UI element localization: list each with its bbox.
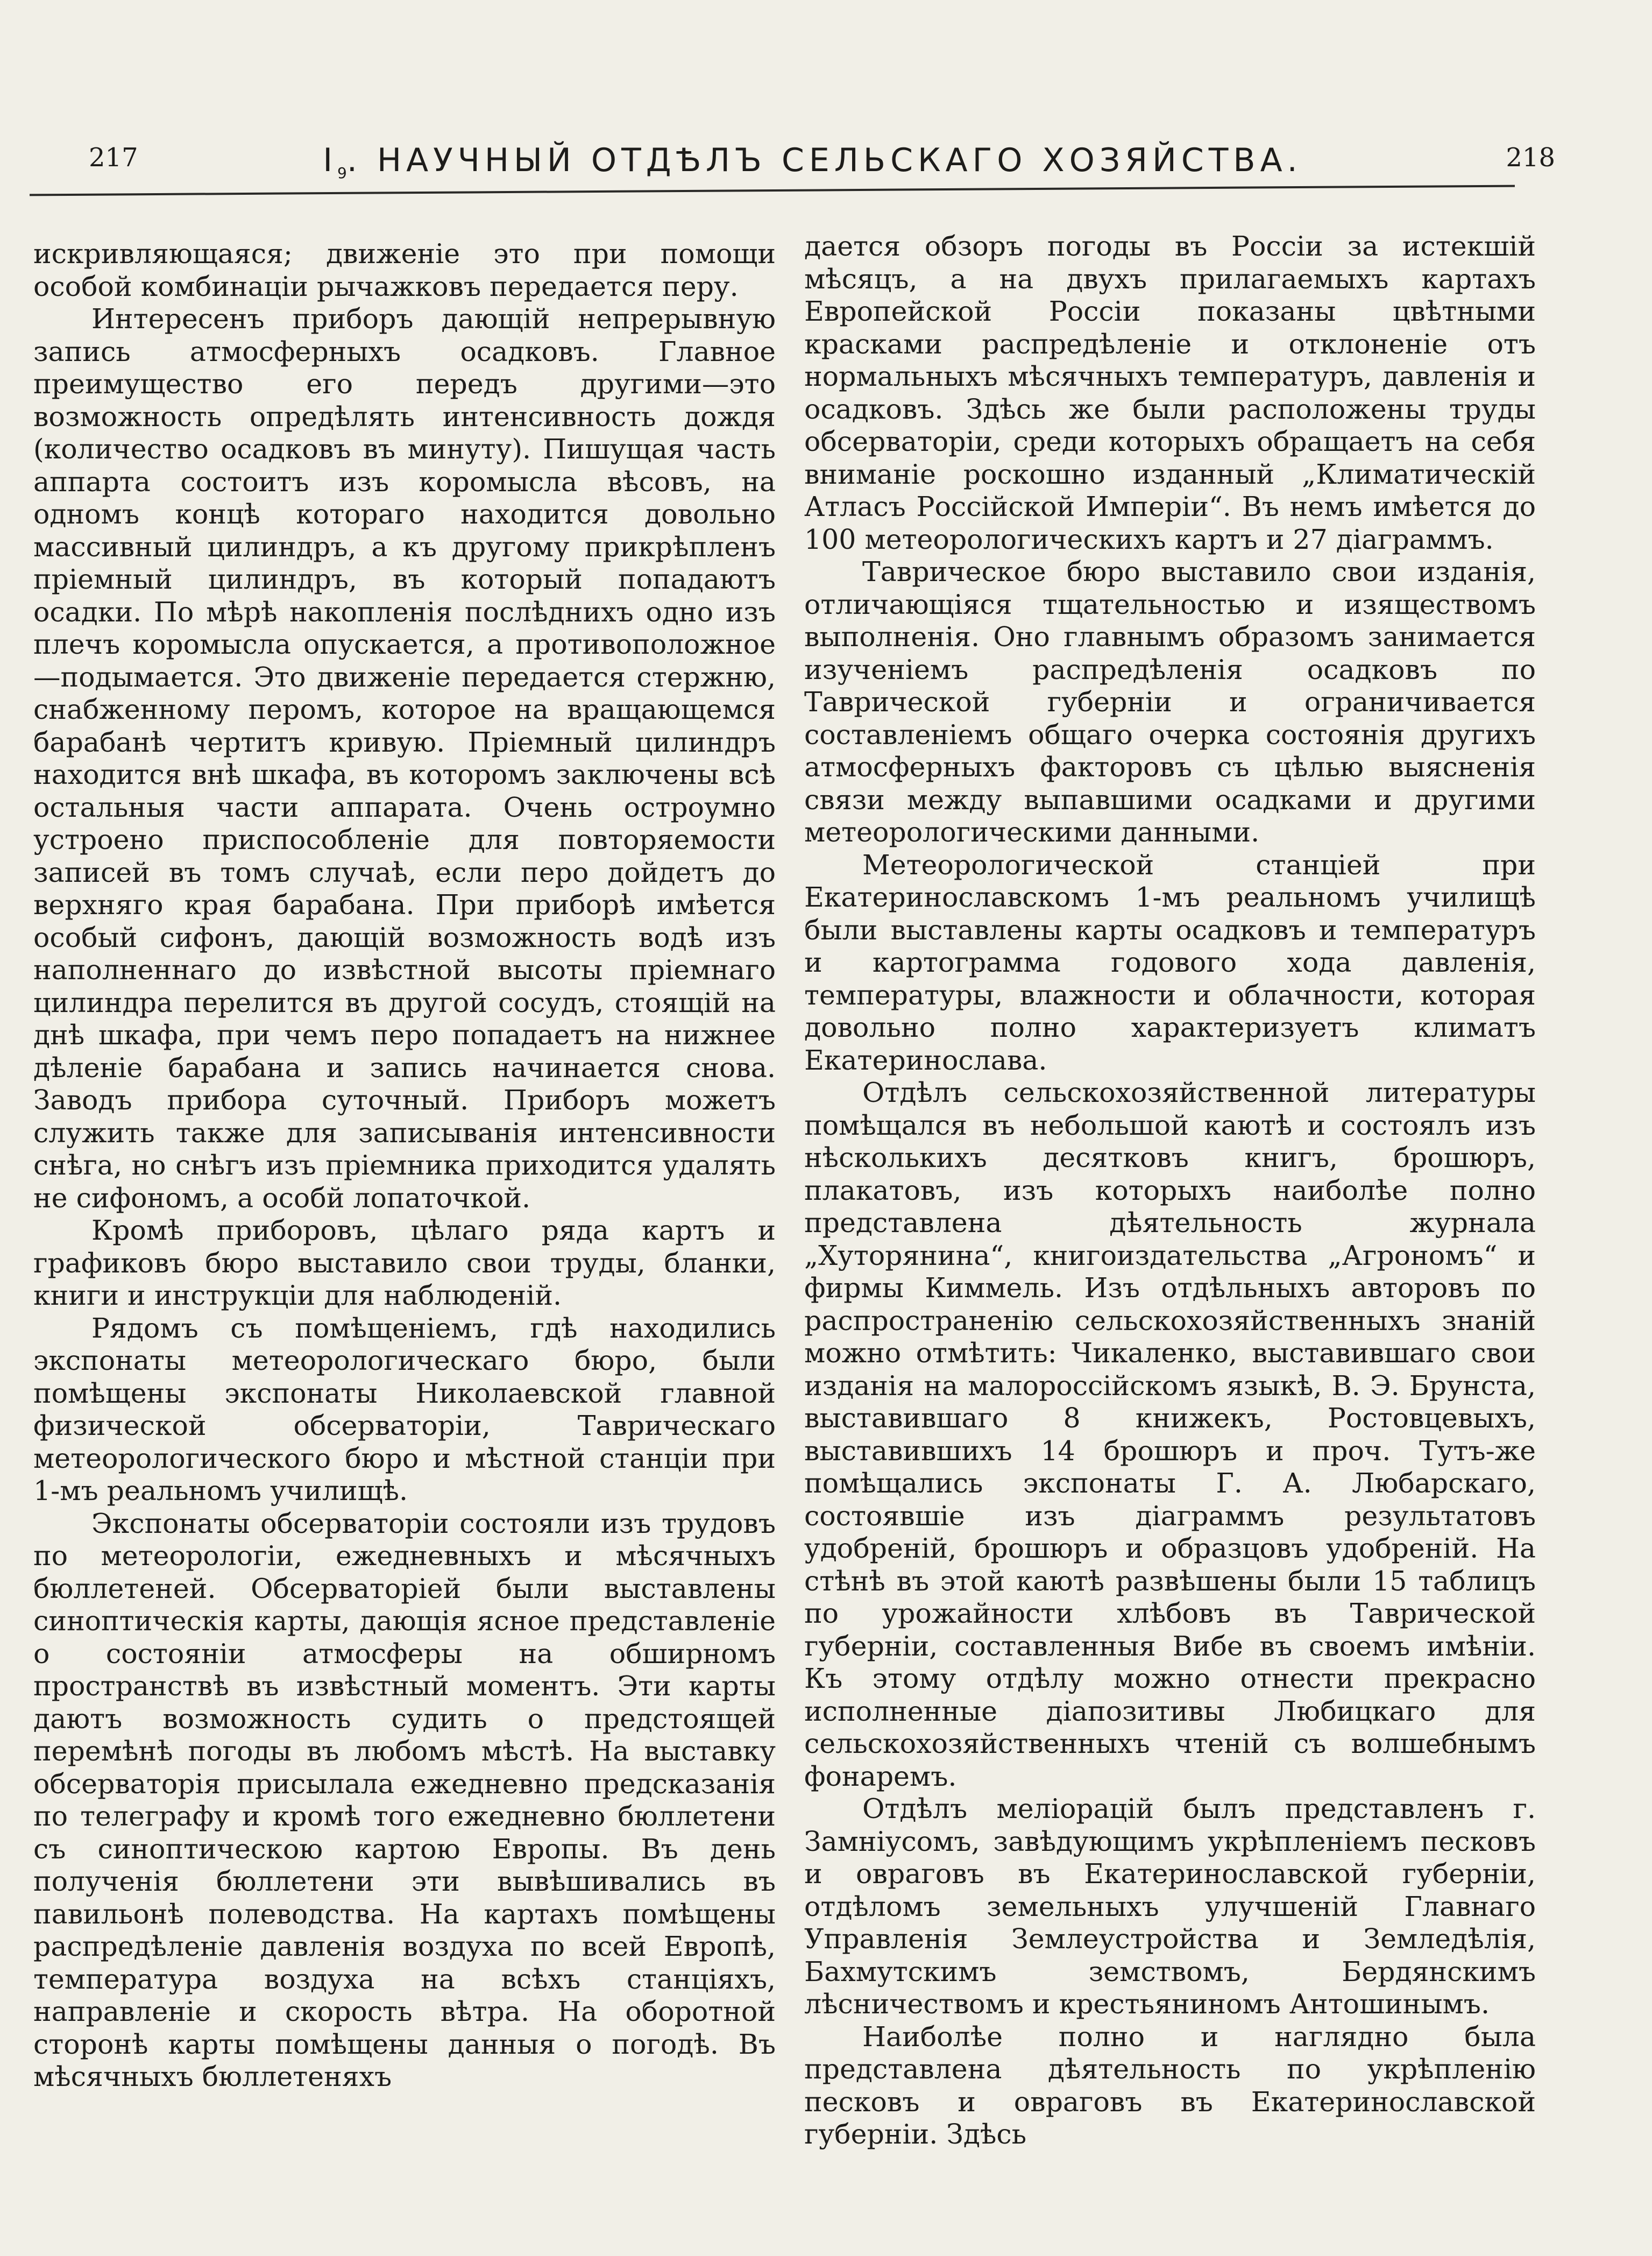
running-title bbox=[32, 142, 1593, 182]
paragraph: дается обзоръ погоды въ Россiи за истекшiй мѣсяцъ, а на двухъ прилагаемыхъ картахъ Европейской Россiи показаны цвѣтными красками распредѣленiе и отклоненiе отъ нормальныхъ мѣсячныхъ температуръ, давленiя и осадковъ. Здѣсь же были расположены труды обсерваторiи, среди которыхъ обращаетъ на себя вниманiе роскошно изданный „Климатическiй Атласъ Россiйской Имперiи“. Въ немъ имѣется до 100 метеорологическихъ картъ и 27 дiаграммъ. bbox=[804, 230, 1536, 555]
paragraph: Отдѣлъ мелiорацiй былъ представленъ г. Замнiусомъ, завѣдующимъ укрѣпленiемъ песковъ и овраговъ въ Екатеринославской губернiи, отдѣломъ земельныхъ улучшенiй Главнаго Управленiя Землеустройства и Земледѣлiя, Бахмутскимъ земствомъ, Бердянскимъ лѣсничествомъ и крестьяниномъ Антошинымъ. bbox=[804, 1793, 1536, 2020]
paragraph: Экспонаты обсерваторiи состояли изъ трудовъ по метеорологiи, ежедневныхъ и мѣсячныхъ бюллетеней. Обсерваторiей были выставлены синоптическiя карты, дающiя ясное представленiе о состоянiи атмосферы на обширномъ пространствѣ въ извѣстный моментъ. Эти карты даютъ возможность судить о предстоящей перемѣнѣ погоды въ любомъ мѣстѣ. На выставку обсерваторiя присылала ежедневно предсказанiя по телеграфу и кромѣ того ежедневно бюллетени съ синоптическою картою Европы. Въ день полученiя бюллетени эти вывѣшивались въ павильонѣ полеводства. На картахъ помѣщены распредѣленiе давленiя воздуха по всей Европѣ, температура воздуха на всѣхъ станцiяхъ, направленiе и скорость вѣтра. На оборотной сторонѣ карты помѣщены данныя о погодѣ. Въ мѣсячныхъ бюллетеняхъ bbox=[33, 1507, 776, 2092]
paragraph: Кромѣ приборовъ, цѣлаго ряда картъ и графиковъ бюро выставило свои труды, бланки, книги и инструкцiи для наблюденiй. bbox=[33, 1214, 776, 1311]
left-column bbox=[33, 238, 776, 2094]
page-number-left: 217 bbox=[89, 143, 138, 173]
paragraph: Интересенъ приборъ дающiй непрерывную запись атмосферныхъ осадковъ. Главное преимущество его передъ другими—это возможность опредѣлять интенсивность дождя (количество осадковъ въ минуту). Пишущая часть аппарта состоитъ изъ коромысла вѣсовъ, на одномъ концѣ котораго находится довольно массивный цилиндръ, а къ другому прикрѣпленъ прiемный цилиндръ, въ который попадаютъ осадки. По мѣрѣ накопленiя послѣднихъ одно изъ плечъ коромысла опускается, а противоположное—подымается. Это движенiе передается стержню, снабженному перомъ, которое на вращающемся барабанѣ чертитъ кривую. Прiемный цилиндръ находится внѣ шкафа, въ которомъ заключены всѣ остальныя части аппарата. Очень остроумно устроено приспособленiе для повторяемости записей въ томъ случаѣ, если перо дойдетъ до верхняго края барабана. При приборѣ имѣется особый сифонъ, дающiй возможность водѣ изъ наполненнаго до извѣстной высоты прiемнаго цилиндра перелится въ другой сосудъ, стоящiй на днѣ шкафа, при чемъ перо попадаетъ на нижнее дѣленiе барабана и запись начинается снова. Заводъ прибора суточный. Приборъ можетъ служить также для записыванiя интенсивности снѣга, но снѣгъ изъ прiемника приходится удалять не сифономъ, а особй лопаточкой. bbox=[33, 303, 776, 1214]
page-number-right: 218 bbox=[1506, 143, 1555, 173]
paragraph: Наиболѣе полно и наглядно была представлена дѣятельность по укрѣпленiю песковъ и овраговъ въ Екатеринославской губернiи. Здѣсь bbox=[804, 2020, 1536, 2150]
paragraph: Таврическое бюро выставило свои изданiя, отличающiяся тщательностью и изяществомъ выполненiя. Оно главнымъ образомъ занимается изученiемъ распредѣленiя осадковъ по Таврической губернiи и ограничивается составленiемъ общаго очерка состоянiя другихъ атмосферныхъ факторовъ съ цѣлью выясненiя связи между выпавшими осадками и другими метеорологическими данными. bbox=[804, 556, 1536, 848]
section-title: . НАУЧНЫЙ ОТДѢЛЪ СЕЛЬСКАГО ХОЗЯЙСТВА. bbox=[346, 142, 1302, 179]
section-mark: I bbox=[323, 142, 338, 179]
header-rule bbox=[30, 185, 1515, 196]
paragraph: искривляющаяся; движенiе это при помощи особой комбинацiи рычажковъ передается перу. bbox=[33, 238, 776, 302]
section-subscript: 9 bbox=[337, 164, 347, 182]
page-header bbox=[32, 132, 1593, 186]
paragraph: Метеорологической станцiей при Екатеринославскомъ 1-мъ реальномъ училищѣ были выставлены карты осадковъ и температуръ и картограмма годового хода давленiя, температуры, влажности и облачности, которая довольно полно характеризуетъ климатъ Екатеринослава. bbox=[804, 848, 1536, 1076]
paragraph: Рядомъ съ помѣщенiемъ, гдѣ находились экспонаты метеорологическаго бюро, были помѣщены экспонаты Николаевской главной физической обсерваторiи, Таврическаго метеорологического бюро и мѣстной станцiи при 1-мъ реальномъ училищѣ. bbox=[33, 1312, 776, 1507]
paragraph: Отдѣлъ сельскохозяйственной литературы помѣщался въ небольшой каютѣ и состоялъ изъ нѣсколькихъ десятковъ книгъ, брошюръ, плакатовъ, изъ которыхъ наиболѣе полно представлена дѣятельность журнала „Хуторянина“, книгоиздательства „Агрономъ“ и фирмы Киммель. Изъ отдѣльныхъ авторовъ по распространенiю сельскохозяйственныхъ знанiй можно отмѣтить: Чикаленко, выставившаго свои изданiя на малороссiйскомъ языкѣ, В. Э. Брунста, выставившаго 8 книжекъ, Ростовцевыхъ, выставившихъ 14 брошюръ и проч. Тутъ-же помѣщались экспонаты Г. А. Любарскаго, состоявшiе изъ дiаграммъ результатовъ удобренiй, брошюръ и образцовъ удобренiй. На стѣнѣ въ этой каютѣ развѣшены были 15 таблицъ по урожайности хлѣбовъ въ Таврической губернiи, составленныя Вибе въ своемъ имѣнiи. Къ этому отдѣлу можно отнести прекрасно исполненные дiапозитивы Любицкаго для сельскохозяйственныхъ чтенiй съ волшебнымъ фонаремъ. bbox=[804, 1077, 1536, 1792]
right-column bbox=[804, 230, 1536, 2151]
